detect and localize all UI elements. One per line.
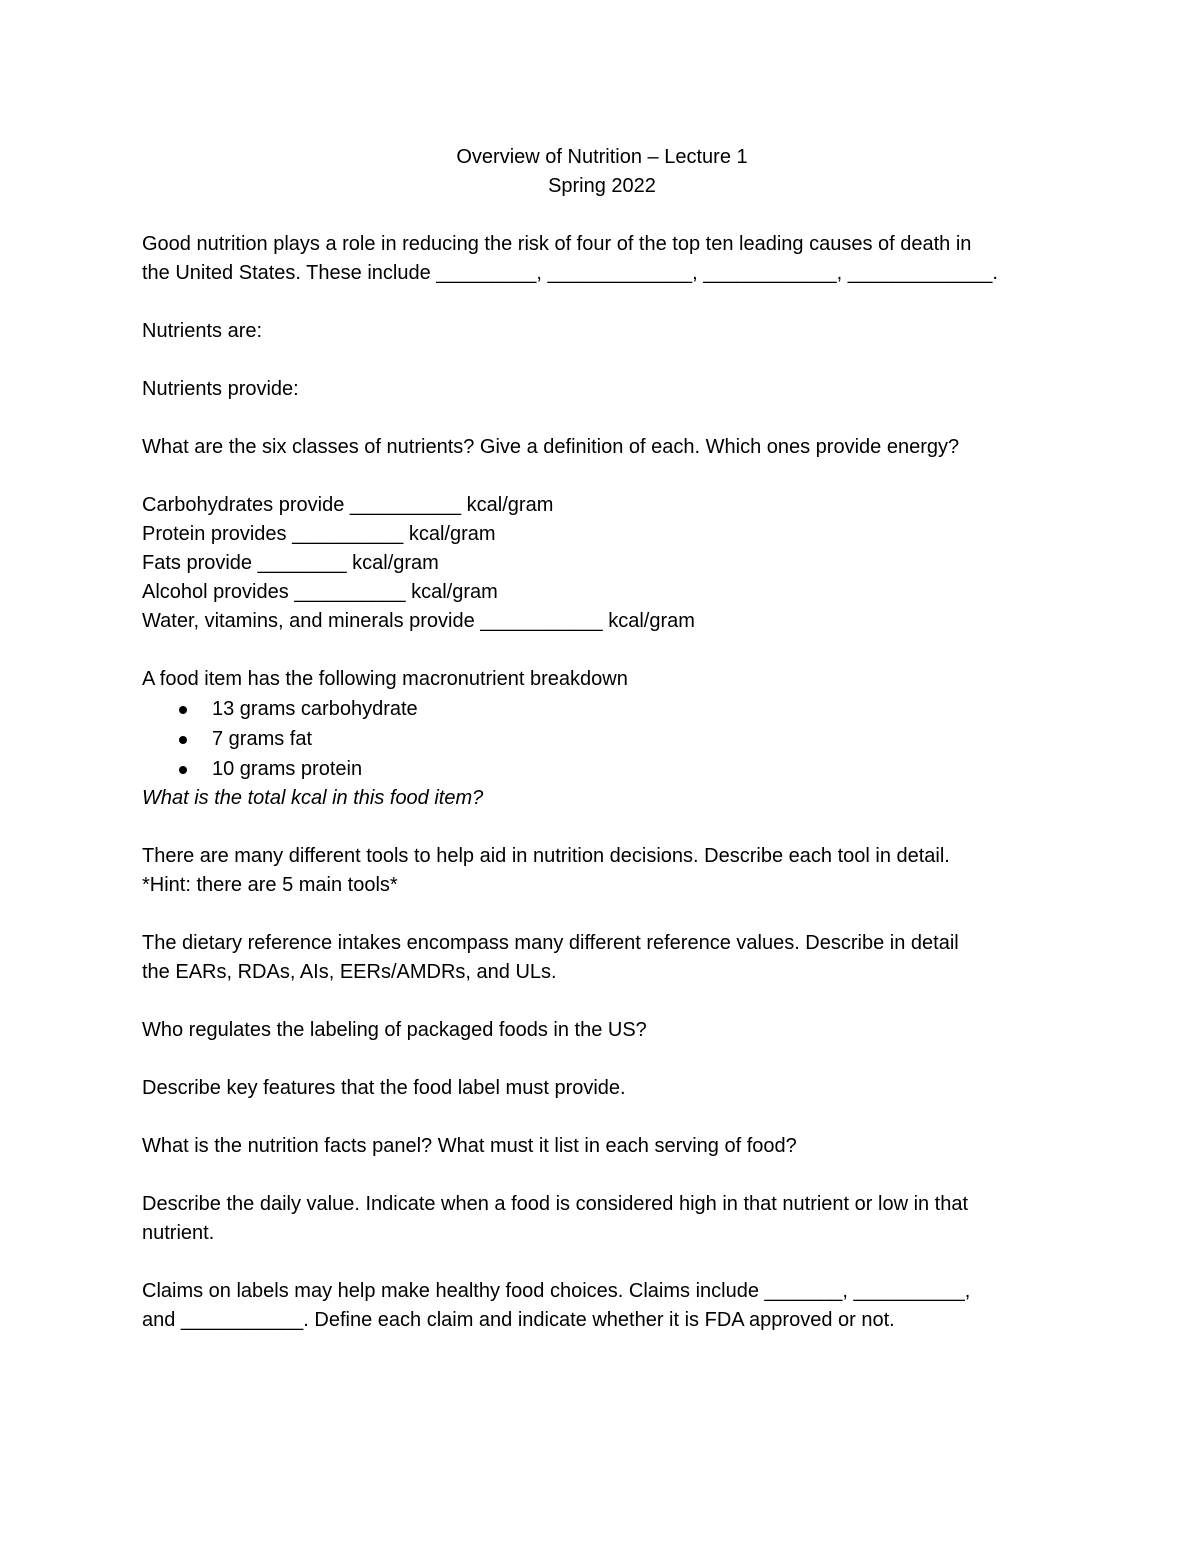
kcal-water-vitamins-minerals: Water, vitamins, and minerals provide ___________ kcal/gram <box>142 610 695 632</box>
bullet-text: 13 grams carbohydrate <box>212 698 418 720</box>
title-block <box>142 143 1062 201</box>
kcal-alcohol: Alcohol provides __________ kcal/gram <box>142 581 498 603</box>
tools-hint: *Hint: there are 5 main tools* <box>142 874 398 896</box>
daily-value-paragraph <box>142 1190 1062 1248</box>
claims-line-2: and ___________. Define each claim and indicate whether it is FDA approved or not. <box>142 1309 895 1331</box>
six-classes-question: What are the six classes of nutrients? Give a definition of each. Which ones provide energy? <box>142 436 960 458</box>
kcal-protein: Protein provides __________ kcal/gram <box>142 523 496 545</box>
daily-value-line-1: Describe the daily value. Indicate when a food is considered high in that nutrient or low in that <box>142 1193 969 1215</box>
regulates-question: Who regulates the labeling of packaged foods in the US? <box>142 1019 647 1041</box>
nutrients-provide-prompt: Nutrients provide: <box>142 378 299 400</box>
bullet-icon <box>179 736 187 744</box>
facts-panel-question: What is the nutrition facts panel? What must it list in each serving of food? <box>142 1135 797 1157</box>
causes-line-2: the United States. These include _________, _____________, ____________, _____________. <box>142 262 998 284</box>
key-features-prompt: Describe key features that the food label must provide. <box>142 1077 626 1099</box>
list-item <box>142 724 1062 754</box>
causes-paragraph <box>142 230 1062 288</box>
bullet-text: 10 grams protein <box>212 758 363 780</box>
dri-paragraph <box>142 929 1062 987</box>
tools-paragraph <box>142 842 1062 900</box>
kcal-list <box>142 491 1062 636</box>
bullet-icon <box>179 706 187 714</box>
kcal-carbohydrates: Carbohydrates provide __________ kcal/gram <box>142 494 554 516</box>
daily-value-line-2: nutrient. <box>142 1222 215 1244</box>
claims-line-1: Claims on labels may help make healthy food choices. Claims include _______, __________, <box>142 1280 971 1302</box>
list-item <box>142 754 1062 784</box>
list-item <box>142 694 1062 724</box>
page-title: Overview of Nutrition – Lecture 1 <box>456 146 748 168</box>
tools-line-1: There are many different tools to help aid in nutrition decisions. Describe each tool in detail. <box>142 845 950 867</box>
claims-paragraph <box>142 1277 1062 1335</box>
bullet-icon <box>179 766 187 774</box>
kcal-fats: Fats provide ________ kcal/gram <box>142 552 439 574</box>
causes-line-1: Good nutrition plays a role in reducing the risk of four of the top ten leading causes of death in <box>142 233 972 255</box>
dri-line-2: the EARs, RDAs, AIs, EERs/AMDRs, and ULs. <box>142 961 557 983</box>
food-item-section <box>142 665 1062 813</box>
bullet-text: 7 grams fat <box>212 728 313 750</box>
total-kcal-question: What is the total kcal in this food item? <box>142 787 484 809</box>
dri-line-1: The dietary reference intakes encompass many different reference values. Describe in detail <box>142 932 959 954</box>
macronutrient-list <box>142 694 1062 784</box>
nutrients-are-prompt: Nutrients are: <box>142 320 263 342</box>
document-body <box>142 143 1062 1364</box>
page-subtitle: Spring 2022 <box>548 175 656 197</box>
food-item-intro: A food item has the following macronutrient breakdown <box>142 668 628 690</box>
